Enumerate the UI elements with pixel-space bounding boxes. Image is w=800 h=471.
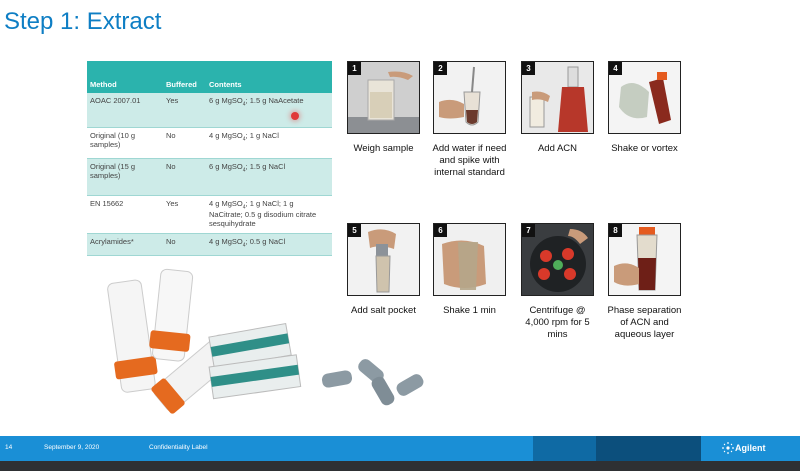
table-cell-buffered: No [163,233,206,255]
table-cell-buffered: No [163,158,206,195]
step-number: 6 [434,224,447,237]
table-cell-contents: 4 g MgSO$_4$; 1 g NaCl; 1 g NaCitrate; 0.5 g disodium citrate sesquihydrate [206,195,332,233]
tubes-and-salt-packets-image [100,260,440,420]
step-2 [433,61,508,179]
agilent-spark-icon [721,441,735,455]
table-cell-contents: 4 g MgSO$_4$; 0.5 g NaCl [206,233,332,255]
step-number: 2 [434,62,447,75]
step-caption: Shake or vortex [611,143,678,154]
table-row [87,233,332,255]
step-caption: Add ACN [537,143,578,154]
step-photo-shake-1min [433,223,506,296]
agilent-logo-text: Agilent [735,443,766,453]
taskbar-strip [0,461,800,471]
table-cell-buffered: Yes [163,195,206,233]
slide-title: Step 1: Extract [4,8,162,35]
step-number: 3 [522,62,535,75]
step-photo-weigh [347,61,420,134]
step-caption: Add salt pocket [351,305,416,316]
step-4 [608,61,683,155]
step-1 [347,61,422,155]
table-row [87,127,332,158]
step-caption: Centrifuge @ 4,000 rpm for 5 mins [525,305,590,340]
table-row [87,195,332,233]
step-3 [521,61,596,155]
step-photo-water [433,61,506,134]
step-caption: Shake 1 min [443,305,496,316]
table-cell-method: AOAC 2007.01 [87,93,163,127]
page-number: 14 [5,444,13,451]
table-cell-buffered: No [163,127,206,158]
step-caption: Phase separation of ACN and aqueous layer [607,305,682,340]
step-photo-shake [608,61,681,134]
table-header-contents: Contents [206,61,332,93]
step-number: 1 [348,62,361,75]
table-cell-method: Acrylamides* [87,233,163,255]
table-cell-buffered: Yes [163,93,206,127]
step-photo-phase [608,223,681,296]
footer-bar [0,436,800,461]
step-number: 8 [609,224,622,237]
table-header-buffered: Buffered [163,61,206,93]
step-8 [608,223,683,341]
table-cell-contents: 6 g MgSO$_4$; 1.5 g NaCl [206,158,332,195]
table-cell-contents: 6 g MgSO$_4$; 1.5 g NaAcetate [206,93,332,127]
confidentiality-label: Confidentiality Label [149,444,208,451]
step-number: 5 [348,224,361,237]
footer-date: September 9, 2020 [44,444,100,451]
step-number: 4 [609,62,622,75]
table-row [87,93,332,127]
step-number: 7 [522,224,535,237]
table-cell-method: Original (15 g samples) [87,158,163,195]
table-row [87,158,332,195]
step-6 [433,223,508,317]
step-photo-centrifuge [521,223,594,296]
step-7 [521,223,596,341]
step-photo-acn [521,61,594,134]
laser-pointer-dot [291,112,299,120]
method-table [87,61,332,256]
table-cell-method: EN 15662 [87,195,163,233]
table-cell-method: Original (10 g samples) [87,127,163,158]
table-header-method: Method [87,61,163,93]
step-caption: Weigh sample [353,143,414,154]
step-caption: Add water if need and spike with internal standard [432,143,507,178]
table-cell-contents: 4 g MgSO$_4$; 1 g NaCl [206,127,332,158]
